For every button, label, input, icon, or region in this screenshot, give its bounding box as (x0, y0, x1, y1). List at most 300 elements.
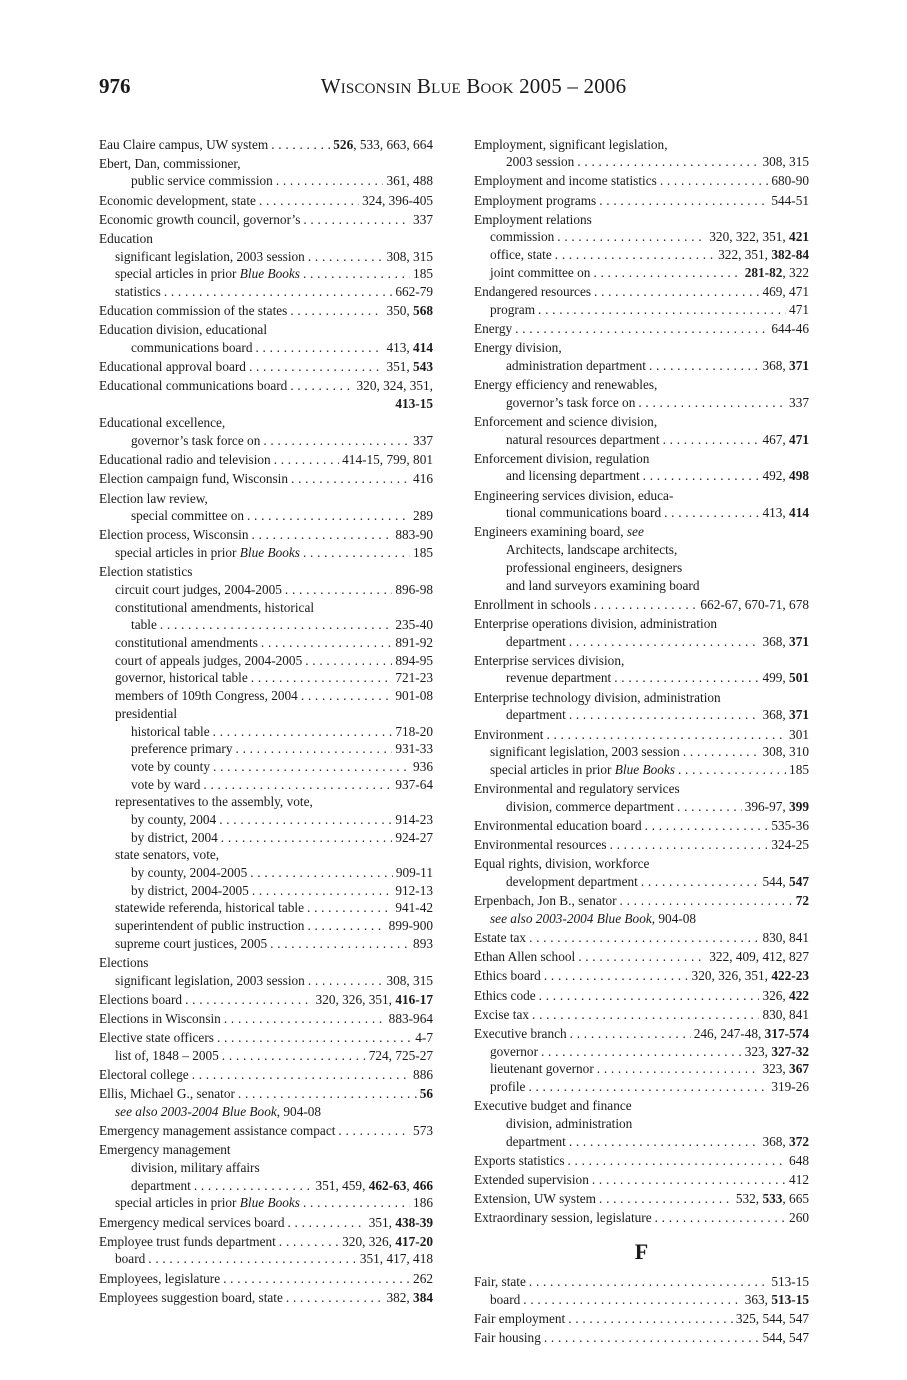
entry-term: Fair housing (474, 1330, 541, 1346)
dot-leader (532, 1006, 759, 1024)
dot-leader (256, 339, 384, 357)
dot-leader (538, 301, 786, 319)
dot-leader (249, 358, 384, 376)
dot-leader (238, 1085, 417, 1103)
entry-pages: 724, 725-27 (368, 1047, 433, 1063)
dot-leader (594, 283, 759, 301)
index-entry (474, 1097, 809, 1115)
entry-pages: 289 (413, 508, 433, 524)
index-entry (474, 1171, 809, 1189)
entry-pages: 680-90 (771, 173, 809, 189)
entry-term: state senators, vote, (115, 847, 220, 863)
dot-leader (222, 1047, 366, 1065)
entry-term: Fair employment (474, 1310, 566, 1326)
entry-pages: 883-90 (395, 527, 433, 543)
entry-pages: 235-40 (395, 617, 433, 633)
dot-leader (683, 743, 760, 761)
index-entry (474, 1190, 809, 1208)
index-entry (99, 669, 433, 687)
entry-term: Ethan Allen school (474, 949, 576, 965)
dot-leader (270, 935, 410, 953)
index-entry (99, 1250, 433, 1268)
entry-term: vote by county (131, 758, 211, 774)
entry-term: special committee on (131, 508, 244, 524)
dot-leader (251, 669, 393, 687)
index-entry (474, 450, 809, 468)
index-entry (99, 1233, 433, 1251)
dot-leader (279, 1233, 339, 1251)
index-entry (99, 652, 433, 670)
entry-term: by county, 2004-2005 (131, 865, 248, 880)
index-entry (99, 723, 433, 741)
index-entry (474, 726, 809, 744)
entry-pages: 467, 471 (762, 431, 809, 447)
dot-leader (523, 1291, 741, 1309)
dot-leader (252, 526, 393, 544)
entry-term: special articles in prior Blue Books (115, 545, 300, 561)
index-entry (474, 192, 809, 210)
dot-leader (620, 892, 793, 910)
entry-term: constitutional amendments (115, 635, 258, 651)
entry-pages: 320, 322, 351, 421 (709, 229, 809, 245)
index-entry (99, 470, 433, 488)
dot-leader (544, 1329, 760, 1347)
dot-leader (307, 917, 385, 935)
index-entry (474, 1291, 809, 1309)
index-entry (474, 817, 809, 835)
entry-term: board (490, 1291, 521, 1307)
entry-pages: 337 (413, 433, 433, 448)
index-entry (99, 451, 433, 469)
entry-term: Ethics board (474, 968, 541, 984)
dot-leader (645, 817, 769, 835)
index-entry (474, 615, 809, 633)
index-entry (474, 948, 809, 966)
index-entry (99, 1085, 433, 1103)
entry-term: Educational radio and television (99, 452, 271, 468)
entry-term: Fair, state (474, 1274, 526, 1290)
index-entry (474, 283, 809, 301)
entry-term: natural resources department (506, 431, 660, 447)
index-entry (474, 467, 809, 485)
entry-term: Extended supervision (474, 1172, 589, 1187)
entry-term: department (506, 633, 566, 649)
entry-term: Employment programs (474, 192, 597, 208)
index-entry (99, 1029, 433, 1047)
dot-leader (247, 507, 410, 525)
index-entry (474, 339, 809, 357)
entry-pages: 325, 544, 547 (735, 1310, 809, 1326)
entry-pages: 382, 384 (386, 1289, 433, 1305)
entry-pages: 185 (413, 545, 433, 561)
index-entry (99, 192, 433, 210)
entry-pages: 513-15 (771, 1274, 809, 1290)
dot-leader (663, 431, 760, 449)
entry-term: Exports statistics (474, 1152, 565, 1168)
index-entry (474, 1133, 809, 1151)
entry-term: court of appeals judges, 2004-2005 (115, 652, 303, 668)
entry-term: see also 2003-2004 Blue Book, 904-08 (115, 1103, 322, 1119)
index-entry (99, 687, 433, 705)
entry-term: Ethics code (474, 987, 536, 1003)
index-entry (474, 211, 809, 229)
entry-pages: 324-25 (771, 837, 809, 853)
dot-leader (305, 652, 392, 670)
entry-pages: 337 (413, 211, 433, 227)
entry-term: Extension, UW system (474, 1191, 597, 1207)
index-entry (99, 899, 433, 917)
entry-term: division, administration (506, 1115, 633, 1131)
entry-pages: 262 (413, 1270, 433, 1286)
entry-term: Economic growth council, governor’s (99, 211, 301, 227)
index-entry (474, 487, 809, 505)
entry-term: Excise tax (474, 1006, 530, 1022)
entry-term: Electoral college (99, 1067, 189, 1083)
dot-leader (192, 1066, 410, 1084)
entry-pages: 351, 417, 418 (359, 1251, 433, 1267)
dot-leader (287, 1214, 365, 1232)
entry-term: significant legislation, 2003 session (490, 744, 680, 760)
running-title: Wisconsin Blue Book 2005 – 2006 (320, 74, 627, 98)
dot-leader (528, 1078, 768, 1096)
entry-pages: 72 (795, 893, 809, 909)
entry-pages: 308, 315 (386, 972, 433, 988)
entry-pages: 246, 247-48, 317-574 (693, 1026, 809, 1041)
entry-term: governor’s task force on (506, 394, 636, 410)
index-entry (99, 432, 433, 450)
index-entry (99, 581, 433, 599)
entry-pages: 544, 547 (762, 1330, 809, 1346)
index-entry (474, 1006, 809, 1024)
entry-pages: 260 (789, 1210, 809, 1226)
dot-leader (593, 264, 741, 282)
dot-leader (614, 669, 759, 687)
dot-leader (655, 1209, 786, 1227)
index-entry (474, 431, 809, 449)
entry-term: division, military affairs (131, 1160, 260, 1175)
entry-pages: 662-79 (395, 284, 433, 299)
entry-pages: 368, 371 (762, 357, 809, 373)
index-entry (99, 136, 433, 154)
entry-term: Estate tax (474, 930, 527, 946)
entry-pages: 351, 459, 462-63, 466 (315, 1177, 433, 1193)
index-entry (474, 652, 809, 670)
entry-pages: 413, 414 (762, 505, 809, 521)
entry-term: representatives to the assembly, vote, (115, 794, 313, 810)
entry-term: Enrollment in schools (474, 596, 591, 612)
dot-leader (569, 1133, 760, 1151)
entry-term: by district, 2004 (131, 829, 218, 845)
dot-leader (236, 740, 393, 758)
entry-pages: 412 (789, 1172, 809, 1187)
dot-leader (541, 1043, 742, 1061)
entry-term: Elections in Wisconsin (99, 1011, 221, 1026)
index-entry (474, 320, 809, 338)
entry-term: Employees, legislature (99, 1270, 221, 1286)
entry-pages: 909-11 (395, 865, 433, 880)
entry-term: Educational communications board (99, 378, 288, 394)
entry-pages: 893 (413, 935, 433, 951)
index-entry (474, 153, 809, 171)
index-entry (99, 917, 433, 935)
entry-term: preference primary (131, 741, 233, 757)
dot-leader (557, 228, 706, 246)
entry-pages: 185 (413, 266, 433, 282)
entry-pages: 56 (419, 1086, 433, 1102)
dot-leader (594, 596, 698, 614)
entry-term: lieutenant governor (490, 1061, 594, 1077)
index-entry (474, 577, 809, 595)
entry-term: Election campaign fund, Wisconsin (99, 471, 289, 487)
entry-pages: 718-20 (395, 723, 433, 739)
dot-leader (599, 192, 768, 210)
entry-term: Engineers examining board, see (474, 524, 644, 540)
index-entry (99, 526, 433, 544)
entry-pages: 924-27 (395, 829, 433, 845)
dot-leader (592, 1171, 786, 1189)
entry-term: statewide referenda, historical table (115, 900, 305, 916)
dot-leader (303, 211, 410, 229)
index-entry (99, 634, 433, 652)
dot-leader (544, 967, 689, 985)
index-entry (99, 248, 433, 266)
dot-leader (303, 544, 410, 562)
dot-leader (599, 1190, 733, 1208)
entry-term: board (115, 1251, 146, 1267)
entry-pages: 891-92 (395, 635, 433, 651)
dot-leader (213, 758, 410, 776)
entry-term: list of, 1848 – 2005 (115, 1047, 219, 1063)
dot-leader (291, 470, 410, 488)
entry-term: Enforcement and science division, (474, 413, 658, 429)
entry-pages: 396-97, 399 (744, 798, 809, 814)
dot-leader (160, 616, 392, 634)
index-entry (99, 954, 433, 972)
entry-pages: 320, 326, 351, 422-23 (691, 968, 809, 984)
entry-pages: 186 (413, 1195, 433, 1211)
index-entry (474, 873, 809, 891)
entry-pages: 544, 547 (762, 874, 809, 889)
entry-term: department (506, 707, 566, 723)
dot-leader (610, 836, 769, 854)
dot-leader (515, 320, 768, 338)
entry-pages: 644-46 (771, 320, 809, 336)
index-entry (474, 633, 809, 651)
entry-term: development department (506, 874, 638, 889)
entry-pages: 662-67, 670-71, 678 (700, 596, 809, 612)
dot-leader (301, 687, 393, 705)
entry-term: Ellis, Michael G., senator (99, 1086, 235, 1102)
index-entry (474, 246, 809, 264)
entry-term: by county, 2004 (131, 811, 217, 827)
dot-leader (568, 1310, 733, 1328)
index-entry (474, 1329, 809, 1347)
entry-pages: 899-900 (388, 918, 433, 934)
entry-pages: 931-33 (395, 741, 433, 757)
index-entry (99, 758, 433, 776)
index-entry (99, 1270, 433, 1288)
entry-pages: 912-13 (395, 882, 433, 898)
entry-pages: 901-08 (395, 688, 433, 704)
entry-term: public service commission (131, 173, 273, 189)
index-entry (99, 972, 433, 990)
entry-term: and land surveyors examining board (506, 577, 700, 593)
entry-term: division, commerce department (506, 798, 675, 814)
index-entry (99, 599, 433, 617)
entry-pages: 941-42 (395, 900, 433, 916)
entry-pages: 323, 327-32 (744, 1043, 809, 1059)
index-entry (99, 414, 433, 432)
entry-term: Election law review, (99, 490, 208, 506)
entry-pages: 532, 533, 665 (735, 1191, 809, 1207)
index-entry (474, 669, 809, 687)
entry-term: Election process, Wisconsin (99, 527, 249, 543)
entry-pages: 883-964 (388, 1011, 433, 1026)
entry-pages: 320, 326, 351, 416-17 (315, 991, 433, 1007)
entry-term: Ebert, Dan, commissioner, (99, 155, 241, 171)
index-entry (474, 301, 809, 319)
entry-term: joint committee on (490, 264, 591, 280)
index-entry (474, 1152, 809, 1170)
index-entry (99, 811, 433, 829)
index-entry (474, 1078, 809, 1096)
entry-term: vote by ward (131, 776, 201, 792)
index-entry (474, 780, 809, 798)
index-entry (474, 855, 809, 873)
index-entry (99, 507, 433, 525)
entry-pages: 281-82, 322 (744, 264, 809, 280)
entry-term: Architects, landscape architects, (506, 542, 678, 558)
dot-leader (555, 246, 715, 264)
entry-term: tional communications board (506, 505, 662, 521)
index-entry (474, 394, 809, 412)
index-entry (99, 776, 433, 794)
entry-pages: 324, 396-405 (362, 192, 433, 208)
entry-term: Environmental resources (474, 837, 607, 853)
entry-pages: 368, 371 (762, 633, 809, 649)
entry-term: communications board (131, 340, 253, 356)
entry-term: Enforcement division, regulation (474, 450, 650, 466)
entry-term: special articles in prior Blue Books (115, 266, 300, 282)
dot-leader (148, 1250, 357, 1268)
index-entry (474, 910, 809, 928)
dot-leader (570, 1025, 691, 1043)
dot-leader (276, 172, 384, 190)
index-entry (99, 211, 433, 229)
entry-pages: 413-15 (395, 396, 433, 412)
index-entry (99, 230, 433, 248)
entry-pages: 326, 422 (762, 987, 809, 1003)
entry-term: Employees suggestion board, state (99, 1289, 283, 1305)
entry-term: superintendent of public instruction (115, 918, 305, 934)
index-entry (99, 395, 433, 413)
index-entry (99, 1289, 433, 1307)
entry-pages: 492, 498 (762, 468, 809, 484)
entry-pages: 499, 501 (762, 670, 809, 686)
entry-term: Extraordinary session, legislature (474, 1210, 652, 1226)
entry-term: table (131, 617, 157, 633)
index-entry (474, 987, 809, 1005)
entry-term: profile (490, 1079, 526, 1095)
entry-term: office, state (490, 247, 552, 263)
dot-leader (308, 972, 384, 990)
index-entry (474, 559, 809, 577)
entry-term: Eau Claire campus, UW system (99, 136, 269, 152)
index-entry (99, 864, 433, 882)
dot-leader (164, 283, 393, 301)
dot-leader (286, 1289, 384, 1307)
index-entry (99, 544, 433, 562)
dot-leader (597, 1060, 760, 1078)
dot-leader (290, 302, 383, 320)
entry-pages: 4-7 (415, 1030, 433, 1046)
dot-leader (649, 357, 760, 375)
dot-leader (660, 172, 769, 190)
index-entry (474, 761, 809, 779)
entry-term: department (506, 1133, 566, 1149)
dot-leader (259, 192, 359, 210)
entry-pages: 830, 841 (762, 930, 809, 946)
entry-pages: 936 (413, 758, 433, 774)
entry-pages: 469, 471 (762, 284, 809, 299)
dot-leader (274, 451, 339, 469)
dot-leader (224, 1010, 386, 1028)
dot-leader (529, 929, 759, 947)
dot-leader (664, 504, 759, 522)
entry-term: constitutional amendments, historical (115, 599, 315, 615)
entry-term: Economic development, state (99, 192, 256, 208)
index-entry (474, 596, 809, 614)
entry-pages: 320, 324, 351, (356, 378, 433, 394)
index-entry (474, 413, 809, 431)
dot-leader (638, 394, 786, 412)
entry-term: Education (99, 230, 153, 246)
entry-term: Enterprise services division, (474, 652, 625, 668)
entry-term: governor’s task force on (131, 433, 261, 448)
dot-leader (203, 776, 392, 794)
entry-pages: 721-23 (395, 670, 433, 686)
index-entry (99, 1103, 433, 1121)
entry-pages: 301 (789, 726, 809, 742)
index-entry (474, 706, 809, 724)
entry-term: Enterprise operations division, administration (474, 615, 717, 631)
entry-term: circuit court judges, 2004-2005 (115, 582, 282, 597)
entry-term: Election statistics (99, 564, 193, 580)
entry-term: presidential (115, 705, 178, 721)
index-entry (474, 264, 809, 282)
dot-leader (290, 377, 353, 395)
entry-term: administration department (506, 357, 646, 373)
dot-leader (263, 432, 410, 450)
index-entry (474, 523, 809, 541)
index-entry (99, 705, 433, 723)
index-entry (99, 302, 433, 320)
entry-term: governor (490, 1043, 538, 1059)
entry-term: professional engineers, designers (506, 559, 683, 575)
entry-pages: 322, 409, 412, 827 (709, 949, 809, 965)
entry-term: Emergency medical services board (99, 1214, 285, 1230)
index-entry (474, 504, 809, 522)
index-entry (99, 882, 433, 900)
entry-term: Educational approval board (99, 359, 246, 375)
dot-leader (308, 248, 384, 266)
index-entry (99, 1214, 433, 1232)
dot-leader (643, 467, 760, 485)
dot-leader (338, 1122, 410, 1140)
entry-pages: 308, 310 (762, 744, 809, 760)
entry-term: members of 109th Congress, 2004 (115, 688, 298, 704)
index-entry (474, 541, 809, 559)
